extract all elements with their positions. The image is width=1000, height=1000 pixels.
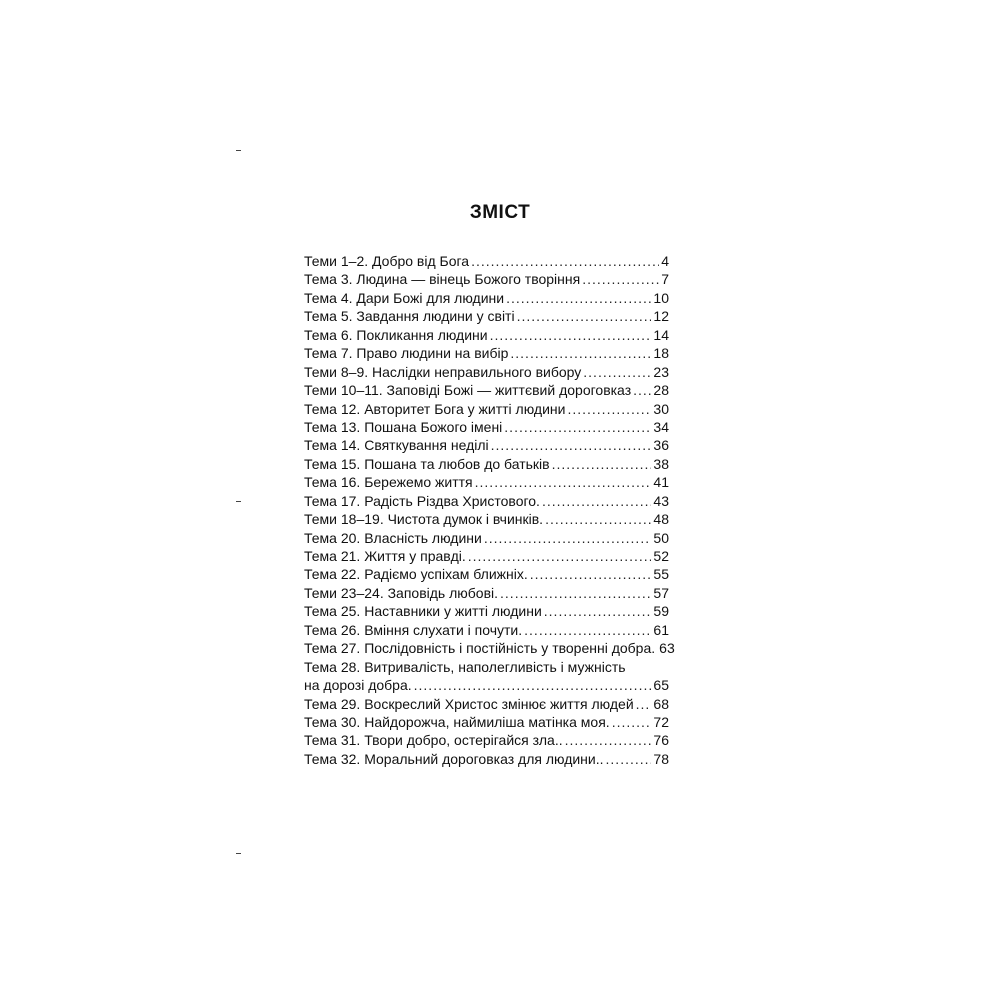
toc-entry-page-number: 41 (653, 474, 669, 491)
toc-entry-label: Тема 29. Воскреслий Христос змінює життя людей (304, 695, 634, 712)
toc-entry-label: Тема 30. Найдорожча, наймиліша матінка моя. (304, 713, 610, 730)
toc-entry (304, 326, 669, 344)
toc-entry-page-number: 10 (653, 289, 669, 306)
toc-entry (304, 602, 669, 620)
toc-entry (304, 418, 669, 436)
toc-entry-page-number: 48 (653, 511, 669, 528)
toc-entry (304, 492, 669, 510)
toc-entry-page-number: 12 (653, 308, 669, 325)
toc-entry-label: на дорозі добра. (304, 677, 412, 694)
toc-entry-label: Тема 21. Життя у правді. (304, 548, 466, 564)
toc-dot-leader (565, 731, 652, 749)
toc-entry (304, 731, 669, 749)
toc-entry (304, 270, 669, 288)
table-of-contents (304, 252, 675, 768)
toc-dot-leader (517, 307, 652, 325)
toc-entry (304, 621, 669, 639)
toc-dot-leader (475, 473, 652, 491)
toc-entry-label: Тема 7. Право людини на вибір (304, 345, 509, 362)
toc-entry-label: Тема 14. Святкування неділі (304, 437, 489, 454)
toc-entry-label: Тема 32. Моральний дороговказ для людини.. (304, 750, 604, 767)
toc-entry-page-number: 38 (653, 455, 669, 472)
toc-entry-page-number: 76 (653, 732, 669, 749)
toc-entry-label: Теми 18–19. Чистота думок і вчинків. (304, 511, 544, 528)
toc-dot-leader (552, 455, 652, 473)
toc-entry (304, 455, 669, 473)
toc-entry (304, 750, 669, 768)
toc-entry (304, 252, 669, 270)
toc-entry-label: Тема 3. Людина — вінець Божого творіння (304, 271, 581, 288)
toc-entry-label: Теми 1–2. Добро від Бога (304, 253, 470, 269)
toc-entry-page-number: 36 (653, 437, 669, 454)
toc-entry-page-number: 61 (653, 621, 669, 638)
toc-entry (304, 400, 669, 418)
toc-entry-label: Теми 23–24. Заповідь любові. (304, 584, 499, 601)
toc-dot-leader (530, 565, 652, 583)
toc-entry-page-number: 4 (661, 253, 669, 269)
toc-entry-page-number: 23 (653, 363, 669, 380)
toc-dot-leader (510, 344, 651, 362)
toc-dot-leader (606, 750, 652, 768)
toc-entry (304, 676, 669, 694)
toc-dot-leader (582, 270, 659, 288)
toc-entry-page-number: 14 (653, 326, 669, 343)
toc-entry (304, 289, 669, 307)
toc-dot-leader (414, 676, 652, 694)
toc-entry (304, 473, 669, 491)
toc-dot-leader (504, 418, 651, 436)
toc-entry-label: Теми 10–11. Заповіді Божі — життєвий дороговказ (304, 382, 632, 399)
toc-dot-leader (490, 326, 652, 344)
toc-entry (304, 695, 669, 713)
toc-entry (304, 565, 669, 583)
page-title: ЗМІСТ (469, 202, 531, 223)
toc-entry (304, 529, 669, 547)
toc-entry-page-number: 18 (653, 345, 669, 362)
margin-mark-middle (236, 501, 241, 502)
toc-entry-page-number: 52 (653, 548, 669, 564)
toc-dot-leader (524, 621, 651, 639)
toc-entry-label: Тема 5. Завдання людини у світі (304, 308, 515, 325)
toc-entry (304, 547, 669, 565)
margin-mark-top (236, 150, 241, 151)
toc-entry-label: Тема 15. Пошана та любов до батьків (304, 455, 550, 472)
toc-entry-label: Теми 8–9. Наслідки неправильного вибору (304, 363, 582, 380)
toc-entry (304, 510, 669, 528)
toc-dot-leader (636, 695, 652, 713)
toc-entry (304, 584, 669, 602)
toc-dot-leader (567, 400, 651, 418)
toc-entry-label: Тема 31. Твори добро, остерігайся зла.. (304, 732, 563, 749)
toc-entry-page-number: 63 (659, 640, 675, 657)
toc-entry-page-number: 59 (653, 603, 669, 620)
toc-entry-label: Тема 6. Покликання людини (304, 326, 488, 343)
margin-mark-bottom (236, 853, 241, 854)
toc-dot-leader (491, 436, 652, 454)
toc-entry-page-number: 72 (653, 713, 669, 730)
toc-entry (304, 381, 669, 399)
toc-entry-page-number: 55 (653, 566, 669, 583)
toc-entry (304, 307, 669, 325)
toc-entry-label: Тема 28. Витривалість, наполегливість і мужність (304, 658, 626, 675)
toc-dot-leader (484, 529, 652, 547)
toc-dot-leader (542, 492, 651, 510)
toc-entry-label: Тема 12. Авторитет Бога у житті людини (304, 400, 566, 417)
toc-entry-page-number: 43 (653, 492, 669, 509)
toc-entry (304, 639, 675, 657)
toc-dot-leader (545, 510, 651, 528)
toc-entry-page-number: 34 (653, 418, 669, 435)
toc-dot-leader (544, 602, 652, 620)
toc-entry-label: Тема 25. Наставники у житті людини (304, 603, 542, 620)
toc-entry (304, 436, 669, 454)
toc-entry (304, 363, 669, 381)
toc-dot-leader (471, 252, 659, 270)
toc-entry-label: Тема 17. Радість Різдва Христового. (304, 492, 540, 509)
toc-dot-leader (468, 547, 652, 565)
toc-entry-label: Тема 22. Радіємо успіхам ближніх. (304, 566, 528, 583)
toc-entry (304, 344, 669, 362)
toc-entry-page-number: 65 (653, 677, 669, 694)
toc-dot-leader (500, 584, 651, 602)
toc-entry-label: Тема 4. Дари Божі для людини (304, 289, 505, 306)
toc-entry-page-number: 30 (653, 400, 669, 417)
toc-entry-label: Тема 27. Послідовність і постійність у творенні добра. (304, 640, 656, 657)
toc-entry-page-number: 7 (661, 271, 669, 288)
toc-entry-page-number: 50 (653, 529, 669, 546)
toc-entry-label: Тема 13. Пошана Божого імені (304, 418, 503, 435)
toc-dot-leader (612, 713, 652, 731)
toc-entry-page-number: 78 (653, 750, 669, 767)
toc-entry-label: Тема 20. Власність людини (304, 529, 482, 546)
toc-entry-page-number: 57 (653, 584, 669, 601)
toc-entry (304, 658, 669, 676)
toc-dot-leader (506, 289, 651, 307)
toc-entry-page-number: 68 (653, 695, 669, 712)
toc-entry (304, 713, 669, 731)
toc-entry-label: Тема 26. Вміння слухати і почути. (304, 621, 523, 638)
toc-entry-page-number: 28 (653, 382, 669, 399)
toc-entry-label: Тема 16. Бережемо життя (304, 474, 473, 491)
toc-dot-leader (583, 363, 651, 381)
toc-dot-leader (633, 381, 651, 399)
